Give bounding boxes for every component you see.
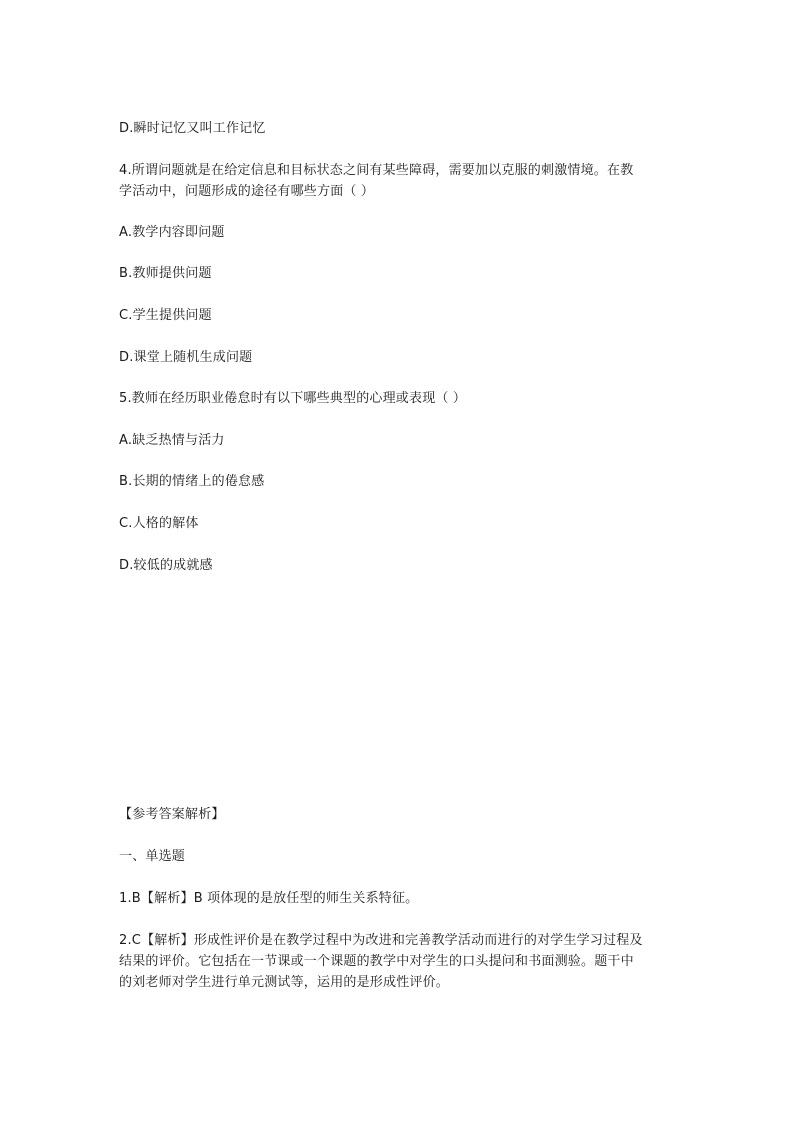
q5-option-d: D.较低的成就感 [119,558,213,573]
q5-stem: 5.教师在经历职业倦怠时有以下哪些典型的心理或表现（ ） [119,391,467,406]
q5-option-a: A.缺乏热情与活力 [119,433,225,448]
answer-2-line-3: 的刘老师对学生进行单元测试等，运用的是形成性评价。 [119,975,450,990]
section-single-choice: 一、单选题 [119,849,186,864]
answers-heading: 【参考答案解析】 [119,807,225,822]
q5-option-b: B.长期的情绪上的倦怠感 [119,474,265,489]
q4-option-d: D.课堂上随机生成问题 [119,350,253,365]
answer-2 [119,930,689,993]
q4-stem-line-2: 学活动中，问题形成的途径有哪些方面（ ） [119,184,375,199]
q4-stem-line-1: 4.所谓问题就是在给定信息和目标状态之间有某些障碍，需要加以克服的刺激情境。在教 [119,163,634,178]
q4-option-c: C.学生提供问题 [119,308,212,323]
answer-2-line-1: 2.C【解析】形成性评价是在教学过程中为改进和完善教学活动而进行的对学生学习过程及 [119,933,643,948]
q5-option-c: C.人格的解体 [119,516,199,531]
answer-2-line-2: 结果的评价。它包括在一节课或一个课题的教学中对学生的口头提问和书面测验。题干中 [119,954,634,969]
q4-option-b: B.教师提供问题 [119,266,212,281]
q3-option-d: D.瞬时记忆又叫工作记忆 [119,121,266,136]
q4-stem [119,160,689,202]
answer-1: 1.B【解析】B 项体现的是放任型的师生关系特征。 [119,891,419,906]
q4-option-a: A.教学内容即问题 [119,225,225,240]
